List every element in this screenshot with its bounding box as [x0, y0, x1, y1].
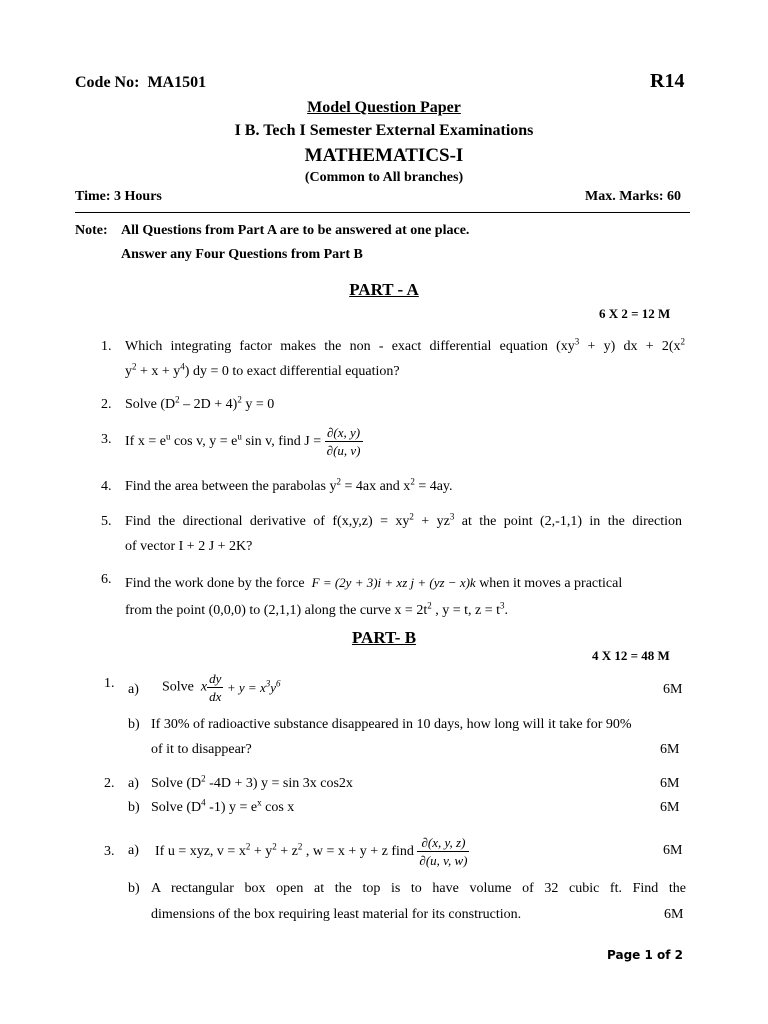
question-number: 4. — [101, 479, 112, 494]
question-number: 3. — [104, 844, 115, 859]
sub-question-label: a) — [128, 843, 139, 858]
part-a-q6-line1: Find the work done by the force F = (2y + 3)i + xz j + (yz − x)k when it moves a practical — [125, 575, 623, 591]
regulation-code: R14 — [650, 70, 685, 92]
sub-question-label: b) — [128, 717, 140, 732]
marks: 6M — [663, 843, 683, 858]
part-a-q1-line2: $y^2 + x + y^4$) dy = 0 to exact differential equation? — [125, 361, 400, 379]
part-a-q3: If $x = e^u$ cos v, $y = e^u$ sin v, find J = $\frac{\partial(x, y)}{\partial(u, v)}$ — [125, 425, 361, 458]
part-b-q2a: Solve ($D^2$ -4D + 3) y = sin 3x cos2x — [151, 773, 353, 791]
part-b-q1b-line1: If 30% of radioactive substance disappeared in 10 days, how long will it take for 90% — [151, 717, 632, 732]
part-b-q1a: Solve x $\frac{dy}{dx}$ + $y = x^3y^6$ — [162, 671, 281, 704]
marks: 6M — [660, 800, 680, 815]
part-a-q5-line1: Find the directional derivative of $f(x,y,z) = xy^2 + yz^3$ at the point (2,-1,1) in the direction — [125, 511, 682, 529]
part-b-title: PART- B — [351, 628, 417, 647]
force-vector: F = (2y + 3)i + xz j + (yz − x)k — [311, 575, 476, 590]
dy-dx-fraction: $\frac{dy}{dx}$ — [209, 671, 222, 704]
part-a-q4: Find the area between the parabolas $y^2 = 4ax$ and $x^2 = 4ay$. — [125, 476, 453, 494]
jacobian-fraction: $\frac{\partial(x, y, z)}{\partial(u, v, w)}$ — [419, 835, 468, 868]
code-number: Code No: MA1501 — [75, 74, 207, 91]
exam-title: I B. Tech I Semester External Examinations — [234, 122, 534, 139]
note-line-1: All Questions from Part A are to be answered at one place. — [121, 223, 470, 238]
part-b-q2b: Solve ($D^4$ -1) $y = e^x$ cos x — [151, 797, 295, 815]
sub-question-label: a) — [128, 682, 139, 697]
question-number: 3. — [101, 432, 112, 447]
time-allowed: Time: 3 Hours — [75, 189, 162, 204]
subject-title: MATHEMATICS-I — [304, 145, 464, 166]
sub-question-label: a) — [128, 776, 139, 791]
marks: 6M — [663, 682, 683, 697]
sub-question-label: b) — [128, 881, 140, 896]
marks: 6M — [664, 907, 684, 922]
question-number: 6. — [101, 572, 112, 587]
part-a-q6-line2: from the point (0,0,0) to (2,1,1) along the curve $x = 2t^2$ , y = t, $z = t^3$. — [125, 600, 509, 618]
part-b-q3a: If u = xyz, $v = x^2 + y^2 + z^2$ , w = x + y + z find $\frac{\partial(x, y, z)}{\partial(u, v, w)}$ — [155, 835, 468, 868]
part-a-q5-line2: of vector I + 2 J + 2K? — [125, 539, 253, 554]
page-number: Page 1 of 2 — [607, 948, 683, 962]
part-a-title: PART - A — [349, 280, 419, 299]
part-b-marks: 4 X 12 = 48 M — [592, 648, 670, 663]
part-b-q3b-line1: A rectangular box open at the top is to have volume of 32 cubic ft. Find the — [151, 881, 686, 896]
part-b-q3b-line2: dimensions of the box requiring least material for its construction. — [151, 907, 522, 922]
note-label: Note: — [75, 223, 108, 238]
question-number: 5. — [101, 514, 112, 529]
jacobian-fraction: $\frac{\partial(x, y)}{\partial(u, v)}$ — [326, 425, 361, 458]
paper-type: Model Question Paper — [307, 99, 461, 116]
part-a-q2: Solve $(D^2 - 2D + 4)^2$ y = 0 — [125, 394, 275, 412]
part-a-q1-line1: Which integrating factor makes the non - exact differential equation $(xy^3 + y)$ dx + $2(x^2$ — [125, 336, 685, 354]
max-marks: Max. Marks: 60 — [585, 189, 682, 204]
question-number: 1. — [101, 339, 112, 354]
common-branches: (Common to All branches) — [304, 170, 464, 185]
marks: 6M — [660, 776, 680, 791]
marks: 6M — [660, 742, 680, 757]
question-number: 2. — [104, 776, 115, 791]
question-number: 2. — [101, 397, 112, 412]
question-number: 1. — [104, 676, 115, 691]
header-divider — [75, 212, 690, 213]
note-line-2: Answer any Four Questions from Part B — [121, 247, 363, 262]
part-a-marks: 6 X 2 = 12 M — [599, 306, 671, 321]
sub-question-label: b) — [128, 800, 140, 815]
part-b-q1b-line2: of it to disappear? — [151, 742, 252, 757]
